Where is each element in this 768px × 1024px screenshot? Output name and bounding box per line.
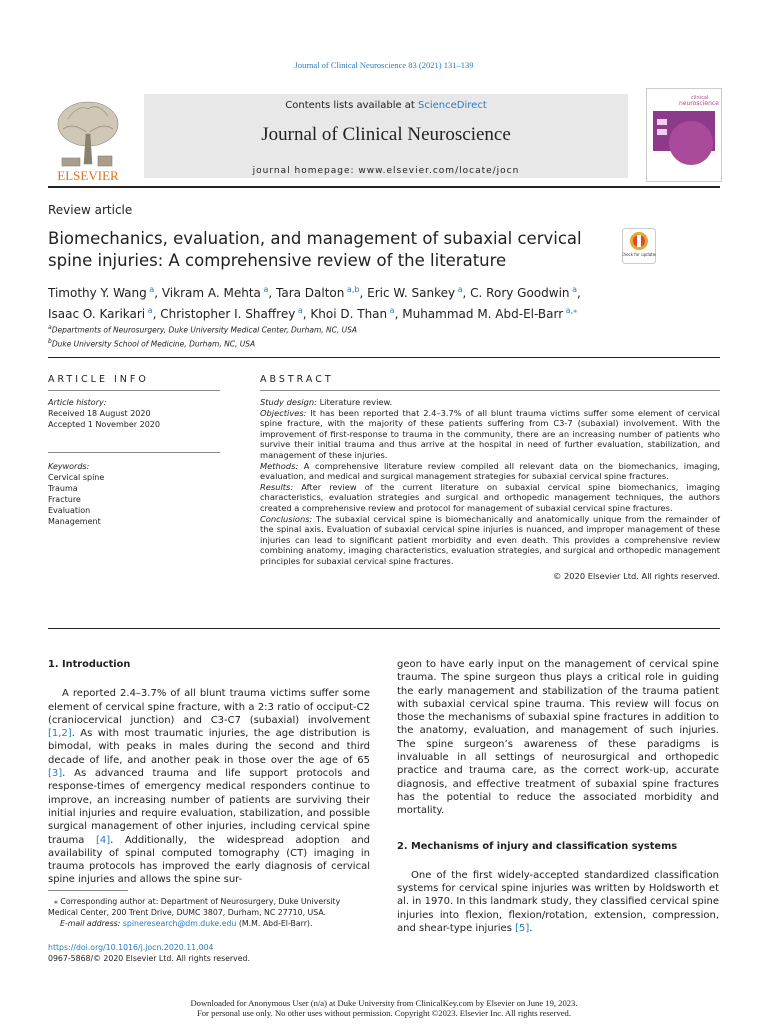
author-name[interactable]: Christopher I. Shaffrey: [160, 307, 296, 321]
keyword-item: Fracture: [48, 495, 81, 504]
article-info: [48, 397, 220, 527]
svg-text:clinical: clinical: [691, 95, 709, 101]
author-affiliation-marker[interactable]: a: [260, 285, 269, 294]
download-notice: Downloaded for Anonymous User (n/a) at Duke University from ClinicalKey.com by Elsevier on June 19, 2023. For personal use only. No other uses without permission. Copyright ©2023. Elsevier Inc. All rights reserved.: [190, 998, 578, 1018]
author-name[interactable]: Isaac O. Karikari: [48, 307, 146, 321]
masthead: [48, 88, 720, 186]
journal-reference-link[interactable]: Journal of Clinical Neuroscience 83 (2021) 131–139: [294, 60, 474, 70]
author-affiliation-marker[interactable]: a: [387, 306, 395, 315]
author-affiliation-marker[interactable]: a,⁎: [563, 306, 578, 315]
abstract-copyright: © 2020 Elsevier Ltd. All rights reserved.: [553, 570, 720, 581]
info-rule: [48, 390, 220, 391]
contents-line: Contents lists available at ScienceDirect: [285, 100, 487, 111]
author-name[interactable]: Eric W. Sankey: [367, 286, 456, 300]
article-title: Biomechanics, evaluation, and management of subaxial cervical spine injuries: A comprehensive review of the literature: [48, 229, 582, 270]
masthead-rule: [48, 186, 720, 188]
corresponding-author-footnote: ⁎ Corresponding author at: Department of Neurosurgery, Duke University Medical Center, 200 Trent Drive, DUMC 3807, Durham, NC 27710, USA. E-mail address: spineresearch@dm.duke.edu (M.M. Abd-El-Barr).: [48, 897, 341, 928]
abstract-body: Study design: Literature review. Objectives: It has been reported that 2.4–3.7% of all blunt trauma victims suffer some element of cervical spine fracture, with the majority of these patients suffering from C3-7 (subaxial) involvement. With the improvement of first-response to trauma in the community, there are an increasing number of patients who survive their initial trauma and thus arrive at the hospital in need of further evaluation, stabilization, and management of these injuries. Methods: A comprehensive literature review compiled all relevant data on the biomechanics, imaging, evaluation, and medical and surgical management strategies for subaxial cervical spine fractures. Results: After review of the current literature on subaxial cervical spine biomechanics, imaging characteristics, evaluation strategies and surgical and orthopedic management techniques, the authors created a comprehensive review and protocol for management of subaxial cervical spine fractures. Conclusions: The subaxial cervical spine is biomechanically and anatomically unique from the remainder of the spinal axis. Evaluation of subaxial cervical spine injuries is nuanced, and improper management of these injuries can lead to significant patient morbidity and even death. This provides a comprehensive review combining anatomy, imaging characteristics, evaluation strategies, and surgical and orthopedic management principles for subaxial cervical spine fractures. © 2020 Elsevier Ltd. All rights reserved.: [260, 397, 721, 581]
author-name[interactable]: C. Rory Goodwin: [470, 286, 570, 300]
accepted-date: Accepted 1 November 2020: [48, 420, 160, 429]
affiliation-line: $^a$Departments of Neurosurgery, Duke University Medical Center, Durham, NC, USA: [48, 324, 358, 335]
keyword-list: [48, 472, 220, 527]
author-name[interactable]: Vikram A. Mehta: [161, 286, 261, 300]
journal-cover-thumbnail[interactable]: [646, 88, 722, 182]
affiliations: [48, 322, 357, 349]
citation-link[interactable]: [3]: [48, 768, 63, 780]
author-affiliation-marker[interactable]: a: [146, 285, 155, 294]
keyword-item: Cervical spine: [48, 473, 105, 482]
article-info-heading: ARTICLE INFO: [48, 374, 149, 385]
svg-text:neuroscience: neuroscience: [679, 100, 719, 107]
journal-homepage-link[interactable]: journal homepage: www.elsevier.com/locate/jocn: [252, 166, 520, 176]
footnote-rule: [48, 890, 128, 891]
history-label: Article history:: [48, 398, 107, 407]
intro-paragraph-continued: geon to have early input on the management of cervical spine trauma. The spine surgeon thus plays a critical role in guiding the early management and stabilization of the trauma patient with subaxial cervical spine trauma. This review will focus on those the mechanisms of subaxial spine fractures in addition to the anatomy, evaluation, and management of such injuries. The spine surgeon’s awareness of these paradigms is invaluable in all settings of neurosurgical and orthopedic practice and trauma care, as the correct work-up, accurate diagnosis, and effective treatment of subaxial spine fractures has the potential to reduce the associated morbidity and mortality.: [397, 659, 719, 817]
section-2-title: 2. Mechanisms of injury and classification systems: [397, 840, 678, 852]
doi-block: [48, 942, 250, 964]
keyword-item: Trauma: [48, 484, 78, 493]
citation-link[interactable]: [1,2]: [48, 728, 72, 740]
author-affiliation-marker[interactable]: a: [455, 285, 463, 294]
check-for-updates-badge[interactable]: [622, 228, 656, 264]
author-list: Timothy Y. Wang $^a$, Vikram A. Mehta $^a$, Tara Dalton $^{a,b}$, Eric W. Sankey $^a$, C. Rory Goodwin $^a$, Isaac O. Karikari $^a$, Christopher I. Shaffrey $^a$, Khoi D. Than $^a$, Muhammad M. Abd-El-Barr $^{a,⁎}$: [48, 285, 581, 321]
intro-paragraph: A reported 2.4–3.7% of all blunt trauma victims suffer some element of cervical spine fracture, with a 2:3 ratio of occiput-C2 (craniocervical junction) and C3-C7 (subaxial) involvement [1,2]. As with most traumatic injuries, the age distribution is bimodal, with peaks in males during the second and third decade of life, and another peak in those over the age of 65 [3]. As advanced trauma and life support protocols and response-times of emergency medical responders continue to improve, an increasing number of patients are surviving their initial injuries and require evaluation, stabilization, and possible surgical management of other injuries, including cervical spine trauma [4]. Additionally, the widespread adoption and availability of spinal computed tomography (CT) imaging in trauma protocols has improved the early diagnosis of cervical spine injuries and allows the spine sur-: [48, 688, 371, 886]
author-affiliation-marker[interactable]: a: [145, 306, 153, 315]
author-name[interactable]: Muhammad M. Abd-El-Barr: [402, 307, 564, 321]
author-name[interactable]: Khoi D. Than: [310, 307, 388, 321]
author-email-link[interactable]: spineresearch@dm.duke.edu: [122, 919, 237, 928]
author-name[interactable]: Timothy Y. Wang: [48, 286, 147, 300]
citation-link[interactable]: [5]: [515, 923, 530, 935]
elsevier-logo: [48, 94, 128, 182]
section-1-title: 1. Introduction: [48, 659, 131, 670]
issn-line: 0967-5868/© 2020 Elsevier Ltd. All rights reserved.: [48, 954, 250, 963]
author-affiliation-marker[interactable]: a: [569, 285, 577, 294]
publisher-wordmark: ELSEVIER: [57, 168, 119, 182]
article-type: Review article: [48, 203, 133, 217]
citation-link[interactable]: [4]: [95, 834, 111, 846]
section-2-paragraph: One of the first widely-accepted standardized classification systems for cervical spine injuries was written by Holdsworth et al. in 1970. In this landmark study, they classified cervical spine injuries into flexion, flexion/rotation, extension, compression, and shear-type injuries [5].: [397, 869, 719, 935]
keyword-item: Evaluation: [48, 506, 91, 515]
abstract-end-rule: [48, 628, 720, 629]
author-affiliation-marker[interactable]: a: [295, 306, 303, 315]
body-column-left: [48, 658, 370, 887]
check-for-updates-label: Check for updates: [622, 252, 656, 257]
header-divider: [48, 357, 720, 358]
doi-link[interactable]: https://doi.org/10.1016/j.jocn.2020.11.004: [48, 943, 214, 952]
keyword-item: Management: [48, 517, 101, 526]
keywords-label: Keywords:: [48, 462, 90, 471]
author-affiliation-marker[interactable]: a,b: [344, 285, 360, 294]
affiliation-line: $^b$Duke University School of Medicine, Durham, NC, USA: [48, 337, 256, 348]
abstract-rule: [260, 390, 720, 391]
sciencedirect-link[interactable]: ScienceDirect: [418, 100, 487, 111]
author-name[interactable]: Tara Dalton: [276, 286, 345, 300]
body-column-right: [397, 658, 719, 935]
received-date: Received 18 August 2020: [48, 409, 151, 418]
masthead-banner: [144, 94, 628, 178]
journal-title: Journal of Clinical Neuroscience: [261, 124, 511, 145]
keywords-rule: [48, 452, 220, 453]
abstract-heading: ABSTRACT: [260, 374, 334, 385]
